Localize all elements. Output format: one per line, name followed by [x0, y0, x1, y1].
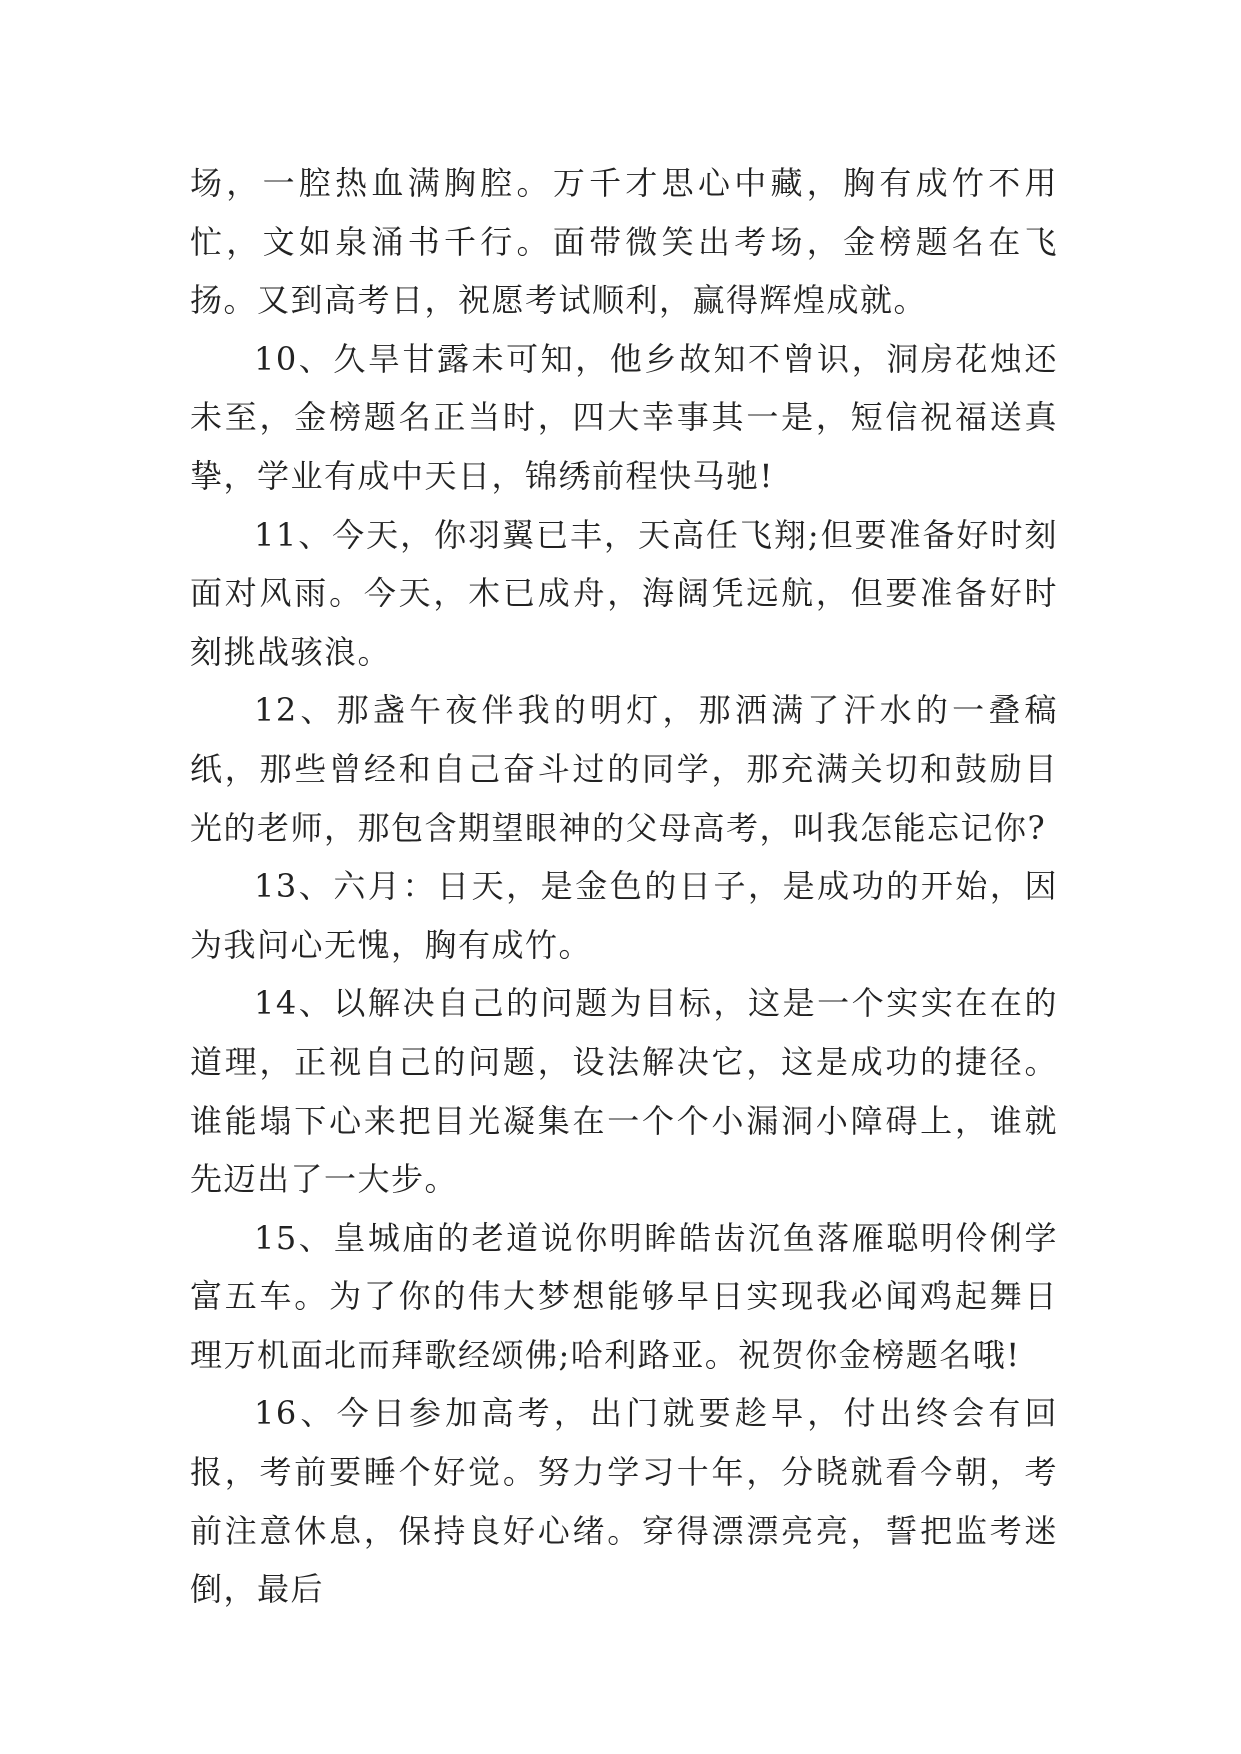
paragraph-continuation: 场，一腔热血满胸腔。万千才思心中藏，胸有成竹不用忙，文如泉涌书千行。面带微笑出考场，金榜题名在飞扬。又到高考日，祝愿考试顺利，赢得辉煌成就。 [190, 164, 1058, 320]
paragraph-item-15: 15、皇城庙的老道说你明眸皓齿沉鱼落雁聪明伶俐学富五车。为了你的伟大梦想能够早日实现我必闻鸡起舞日理万机面北而拜歌经颂佛;哈利路亚。祝贺你金榜题名哦! [190, 1218, 1058, 1374]
paragraph-item-11: 11、今天，你羽翼已丰，天高任飞翔;但要准备好时刻面对风雨。今天，木已成舟，海阔凭远航，但要准备好时刻挑战骇浪。 [190, 515, 1058, 671]
paragraph-item-16: 16、今日参加高考，出门就要趁早，付出终会有回报，考前要睡个好觉。努力学习十年，分晓就看今朝，考前注意休息，保持良好心绪。穿得漂漂亮亮，誓把监考迷倒，最后 [190, 1394, 1058, 1609]
paragraph-item-12: 12、那盏午夜伴我的明灯，那洒满了汗水的一叠稿纸，那些曾经和自己奋斗过的同学，那充满关切和鼓励目光的老师，那包含期望眼神的父母高考，叫我怎能忘记你? [190, 691, 1058, 847]
paragraph-item-14: 14、以解决自己的问题为目标，这是一个实实在在的道理，正视自己的问题，设法解决它，这是成功的捷径。谁能塌下心来把目光凝集在一个个小漏洞小障碍上，谁就先迈出了一大步。 [190, 984, 1058, 1199]
paragraph-item-10: 10、久旱甘露未可知，他乡故知不曾识，洞房花烛还未至，金榜题名正当时，四大幸事其一是，短信祝福送真挚，学业有成中天日，锦绣前程快马驰! [190, 339, 1058, 495]
paragraph-item-13: 13、六月：日天，是金色的日子，是成功的开始，因为我问心无愧，胸有成竹。 [190, 867, 1058, 964]
document-body [190, 154, 1058, 1619]
